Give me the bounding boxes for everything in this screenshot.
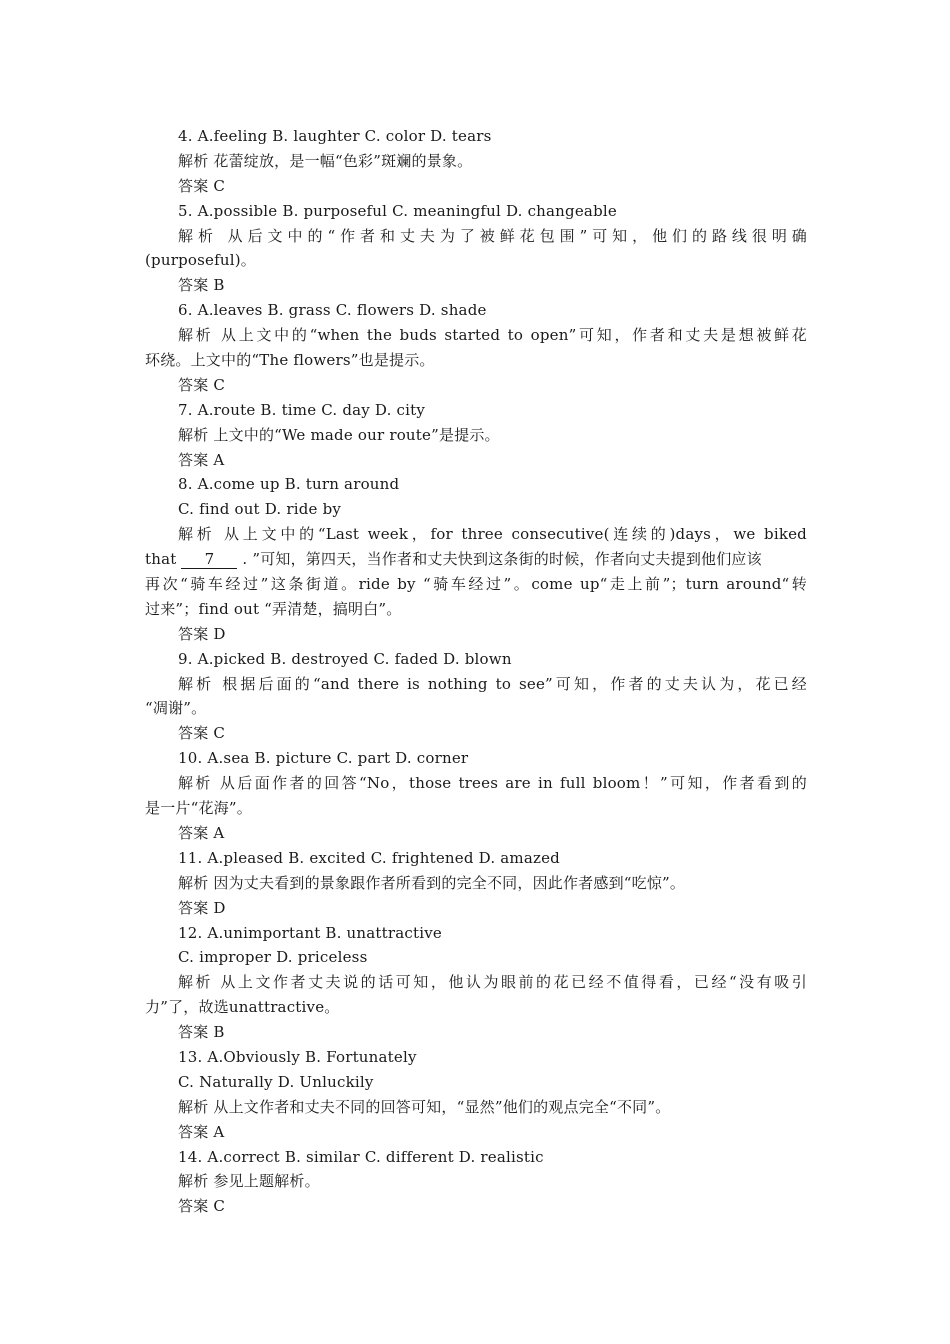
text-line: 答案 C bbox=[178, 375, 226, 394]
text-line: 解析 参见上题解析。 bbox=[178, 1172, 320, 1191]
answer-key-text bbox=[145, 124, 807, 1219]
text-line: 答案 C bbox=[178, 724, 226, 743]
text-line: 答案 C bbox=[178, 176, 226, 195]
text-line: 答案 A bbox=[178, 823, 225, 842]
text-line: 答案 B bbox=[178, 276, 225, 295]
text-line: 5. A.possible B. purposeful C. meaningful D. changeable bbox=[178, 201, 617, 220]
text-line: 过来”；find out “弄清楚，搞明白”。 bbox=[145, 599, 402, 618]
text-line: 11. A.pleased B. excited C. frightened D. amazed bbox=[178, 848, 560, 867]
text-line: C. find out D. ride by bbox=[178, 500, 342, 519]
text-line: 解析 花蕾绽放，是一幅“色彩”斑斓的景象。 bbox=[178, 151, 473, 170]
text-line: 答案 D bbox=[178, 624, 226, 643]
text-line-with-blank bbox=[145, 547, 807, 572]
text-line: (purposeful)。 bbox=[145, 251, 256, 270]
text-line: 答案 C bbox=[178, 1197, 226, 1216]
text-line: 是一片“花海”。 bbox=[145, 799, 252, 818]
text-line: 12. A.unimportant B. unattractive bbox=[178, 923, 442, 942]
text-line: 解析 从上文作者丈夫说的话可知，他认为眼前的花已经不值得看，已经“没有吸引 bbox=[178, 973, 807, 992]
text-line: 环绕。上文中的“The flowers”也是提示。 bbox=[145, 351, 435, 370]
text-line: 答案 D bbox=[178, 898, 226, 917]
fill-in-blank: 7 bbox=[181, 550, 237, 569]
text-line: 解析 从后文中的“作者和丈夫为了被鲜花包围”可知，他们的路线很明确 bbox=[178, 226, 807, 245]
text-line: 答案 A bbox=[178, 1122, 225, 1141]
line-text: that bbox=[145, 550, 182, 569]
text-line: 4. A.feeling B. laughter C. color D. tears bbox=[178, 127, 492, 145]
text-line: 6. A.leaves B. grass C. flowers D. shade bbox=[178, 301, 487, 320]
text-line: 8. A.come up B. turn around bbox=[178, 475, 400, 494]
text-line: 7. A.route B. time C. day D. city bbox=[178, 400, 426, 419]
text-line: 解析 上文中的“We made our route”是提示。 bbox=[178, 425, 500, 444]
text-line: 解析 从后面作者的回答“No，those trees are in full bloom！”可知，作者看到的 bbox=[178, 774, 807, 793]
text-line: 力”了，故选unattractive。 bbox=[145, 998, 340, 1017]
text-line: C. improper D. priceless bbox=[178, 948, 368, 967]
text-line: 9. A.picked B. destroyed C. faded D. blown bbox=[178, 649, 512, 668]
text-line: C. Naturally D. Unluckily bbox=[178, 1072, 374, 1091]
text-line: 答案 A bbox=[178, 450, 225, 469]
text-line: 再次“骑车经过”这条街道。ride by “骑车经过”。come up“走上前”；turn around“转 bbox=[145, 575, 807, 594]
text-line: 14. A.correct B. similar C. different D. realistic bbox=[178, 1147, 544, 1166]
text-line: 10. A.sea B. picture C. part D. corner bbox=[178, 749, 469, 768]
text-line: 答案 B bbox=[178, 1023, 225, 1042]
text-line: “凋谢”。 bbox=[145, 699, 207, 718]
text-line: 解析 从上文中的“Last week，for three consecutive(连续的)days，we biked bbox=[178, 525, 807, 544]
text-line: 解析 从上文中的“when the buds started to open”可知，作者和丈夫是想被鲜花 bbox=[178, 326, 807, 345]
text-line: 解析 根据后面的“and there is nothing to see”可知，作者的丈夫认为，花已经 bbox=[178, 674, 807, 693]
text-line: 解析 从上文作者和丈夫不同的回答可知，“显然”他们的观点完全“不同”。 bbox=[178, 1097, 671, 1116]
text-line: 解析 因为丈夫看到的景象跟作者所看到的完全不同，因此作者感到“吃惊”。 bbox=[178, 873, 686, 892]
text-line: 13. A.Obviously B. Fortunately bbox=[178, 1047, 417, 1066]
line-text: . ”可知，第四天，当作者和丈夫快到这条街的时候，作者向丈夫提到他们应该 bbox=[237, 550, 762, 569]
